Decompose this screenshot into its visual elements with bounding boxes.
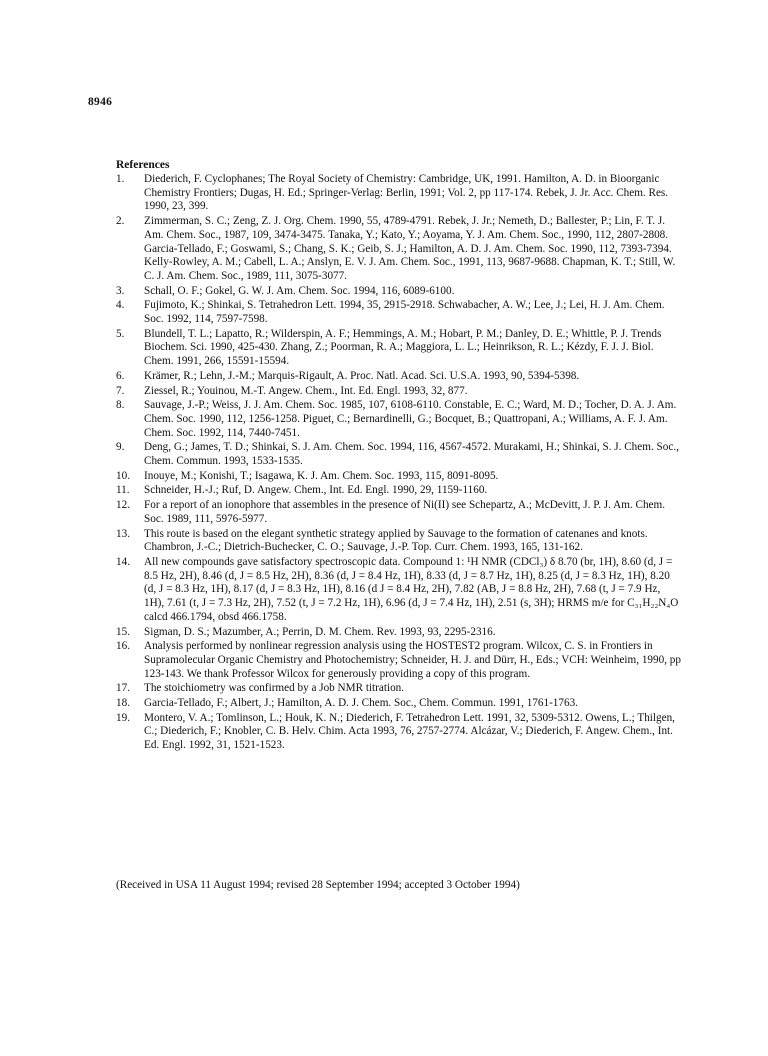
reference-item	[116, 370, 681, 384]
reference-number: 5.	[116, 327, 125, 340]
reference-item	[116, 385, 681, 399]
page-number: 8946	[88, 96, 113, 108]
reference-text: Krämer, R.; Lehn, J.-M.; Marquis-Rigault, A. Proc. Natl. Acad. Sci. U.S.A. 1993, 90, 5394-5398.	[144, 369, 580, 382]
reference-number: 2.	[116, 215, 125, 228]
reference-number: 19.	[116, 711, 130, 724]
reference-item	[116, 399, 681, 440]
reference-text: All new compounds gave satisfactory spectroscopic data. Compound 1: ¹H NMR (CDCl₃) δ 8.70 (br, 1H), 8.60 (d, J = 8.5 Hz, 2H), 8.46 (d, J = 8.5 Hz, 2H), 8.36 (d, J = 8.4 Hz, 1H), 8.33 (d, J = 8.7 Hz, 1H), 8.25 (d, J = 8.3 Hz, 1H), 8.20 (d, J = 8.3 Hz, 1H), 8.17 (d, J = 8.3 Hz, 1H), 8.16 (d J = 8.4 Hz, 2H), 7.82 (AB, J = 8.8 Hz, 2H), 7.68 (t, J = 7.9 Hz, 1H), 7.61 (t, J = 7.3 Hz, 2H), 7.52 (t, J = 7.2 Hz, 1H), 6.96 (d, J = 7.4 Hz, 1H), 2.51 (s, 3H); HRMS m/e for C₃₁H₂₂N₄O calcd 466.1794, obsd 466.1758.	[144, 555, 679, 623]
reference-number: 8.	[116, 399, 125, 412]
reference-text: Sauvage, J.-P.; Weiss, J. J. Am. Chem. Soc. 1985, 107, 6108-6110. Constable, E. C.; Ward, M. D.; Tocher, D. A. J. Am. Chem. Soc. 1990, 112, 1256-1258. Piguet, C.; Bernardinelli, G.; Bocquet, B.; Quattropani, A.; Williams, A. F. J. Am. Chem. Soc. 1992, 114, 7440-7451.	[144, 399, 677, 439]
reference-number: 1.	[116, 173, 125, 185]
reference-number: 17.	[116, 682, 130, 695]
reference-item	[116, 528, 681, 555]
reference-text: Blundell, T. L.; Lapatto, R.; Wilderspin, A. F.; Hemmings, A. M.; Hobart, P. M.; Danley, D. E.; Whittle, P. J. Trends Biochem. Sci. 1990, 425-430. Zhang, Z.; Poorman, R. A.; Maggiora, L. L.; Heinrikson, R. L.; Kézdy, F. J. J. Biol. Chem. 1991, 266, 15591-15594.	[144, 327, 662, 368]
reference-text: For a report of an ionophore that assembles in the presence of Ni(II) see Schepartz, A.; McDevitt, J. P. J. Am. Chem. Soc. 1989, 111, 5976-5977.	[144, 499, 666, 525]
reference-item	[116, 682, 681, 696]
reference-number: 18.	[116, 697, 130, 710]
reference-item	[116, 215, 681, 284]
reference-text: Deng, G.; James, T. D.; Shinkai, S. J. Am. Chem. Soc. 1994, 116, 4567-4572. Murakami, H.; Shinkai, S. J. Chem. Soc., Chem. Commun. 1993, 1533-1535.	[144, 441, 679, 468]
reference-item	[116, 173, 681, 214]
reference-text: Garcia-Tellado, F.; Albert, J.; Hamilton, A. D. J. Chem. Soc., Chem. Commun. 1991, 1761-1763.	[144, 697, 578, 710]
reference-number: 6.	[116, 369, 125, 382]
references-heading: References	[116, 159, 170, 171]
reference-text: Sigman, D. S.; Mazumber, A.; Perrin, D. M. Chem. Rev. 1993, 93, 2295-2316.	[144, 625, 496, 638]
reference-number: 13.	[116, 527, 130, 540]
reference-text: Inouye, M.; Konishi, T.; Isagawa, K. J. Am. Chem. Soc. 1993, 115, 8091-8095.	[144, 469, 499, 482]
reference-number: 15.	[116, 625, 130, 638]
reference-text: Zimmerman, S. C.; Zeng, Z. J. Org. Chem. 1990, 55, 4789-4791. Rebek, J. Jr.; Nemeth, D.; Ballester, P.; Lin, F. T. J. Am. Chem. Soc., 1987, 109, 3474-3475. Tanaka, Y.; Kato, Y.; Aoyama, Y. J. Am. Chem. Soc., 1990, 112, 2807-2808. Garcia-Tellado, F.; Goswami, S.; Chang, S. K.; Geib, S. J.; Hamilton, A. D. J. Am. Chem. Soc. 1990, 112, 7393-7394. Kelly-Rowley, A. M.; Cabell, L. A.; Anslyn, E. V. J. Am. Chem. Soc., 1991, 113, 9687-9688. Chapman, K. T.; Still, W. C. J. Am. Chem. Soc., 1989, 111, 3075-3077.	[144, 215, 676, 282]
reference-text: This route is based on the elegant synthetic strategy applied by Sauvage to the formation of catenanes and knots. Chambron, J.-C.; Dietrich-Buchecker, C. O.; Sauvage, J.-P. Top. Curr. Chem. 1993, 165, 131-162.	[144, 527, 648, 554]
reference-text: The stoichiometry was confirmed by a Job NMR titration.	[144, 682, 405, 695]
received-dates: (Received in USA 11 August 1994; revised 28 September 1994; accepted 3 October 1994)	[116, 879, 520, 891]
reference-text: Ziessel, R.; Youinou, M.-T. Angew. Chem., Int. Ed. Engl. 1993, 32, 877.	[144, 384, 468, 397]
reference-text: Analysis performed by nonlinear regression analysis using the HOSTEST2 program. Wilcox, C. S. in Frontiers in Supramolecular Organic Chemistry and Photochemistry; Schneider, H. J. and Dürr, H., Eds.; VCH: Weinheim, 1990, pp 123-143. We thank Professor Wilcox for generously providing a copy of this program.	[144, 640, 681, 680]
reference-number: 4.	[116, 299, 125, 312]
reference-item	[116, 285, 681, 299]
reference-item	[116, 441, 681, 468]
reference-item	[116, 626, 681, 640]
reference-number: 11.	[116, 484, 130, 497]
reference-number: 3.	[116, 284, 125, 297]
reference-text: Diederich, F. Cyclophanes; The Royal Society of Chemistry: Cambridge, UK, 1991. Hamilton, A. D. in Bioorganic Chemistry Frontiers; Dugas, H. Ed.; Springer-Verlag: Berlin, 1991; Vol. 2, pp 117-174. Rebek, J. Jr. Acc. Chem. Res. 1990, 23, 399.	[144, 173, 669, 213]
reference-number: 12.	[116, 499, 130, 512]
reference-item	[116, 712, 681, 753]
reference-item	[116, 640, 681, 681]
reference-item	[116, 299, 681, 326]
reference-number: 9.	[116, 441, 125, 454]
reference-item	[116, 556, 681, 625]
reference-number: 10.	[116, 469, 130, 482]
reference-list	[116, 173, 681, 753]
references-section	[116, 158, 681, 754]
reference-text: Montero, V. A.; Tomlinson, L.; Houk, K. N.; Diederich, F. Tetrahedron Lett. 1991, 32, 5309-5312. Owens, L.; Thilgen, C.; Diederich, F.; Knobler, C. B. Helv. Chim. Acta 1993, 76, 2757-2774. Alcázar, V.; Diederich, F. Angew. Chem., Int. Ed. Engl. 1992, 31, 1521-1523.	[144, 711, 675, 752]
reference-number: 7.	[116, 384, 125, 397]
reference-number: 16.	[116, 640, 130, 653]
reference-item	[116, 328, 681, 369]
reference-text: Schneider, H.-J.; Ruf, D. Angew. Chem., Int. Ed. Engl. 1990, 29, 1159-1160.	[144, 484, 488, 497]
reference-text: Schall, O. F.; Gokel, G. W. J. Am. Chem. Soc. 1994, 116, 6089-6100.	[144, 284, 455, 297]
reference-item	[116, 499, 681, 526]
reference-item	[116, 470, 681, 484]
reference-item	[116, 484, 681, 498]
reference-item	[116, 697, 681, 711]
reference-number: 14.	[116, 555, 130, 568]
reference-text: Fujimoto, K.; Shinkai, S. Tetrahedron Lett. 1994, 35, 2915-2918. Schwabacher, A. W.; Lee, J.; Lei, H. J. Am. Chem. Soc. 1992, 114, 7597-7598.	[144, 299, 665, 326]
